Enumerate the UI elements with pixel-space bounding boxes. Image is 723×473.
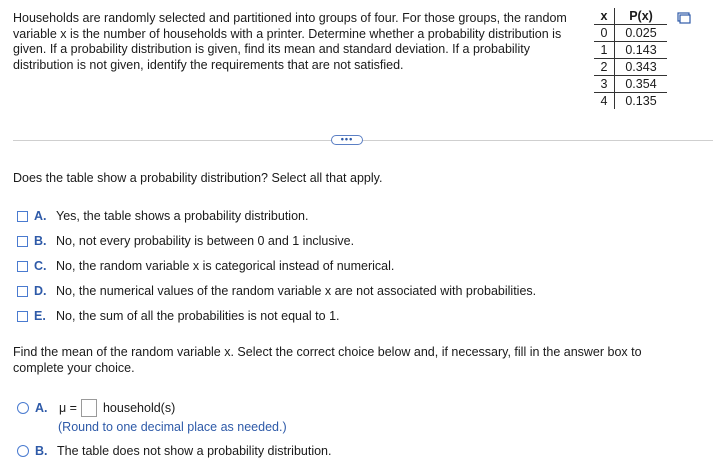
table-cell-px: 0.343: [615, 59, 668, 76]
option-d-checkbox-row[interactable]: [17, 284, 536, 298]
table-cell-x: 0: [594, 25, 615, 42]
probability-table: [594, 8, 667, 109]
table-cell-px: 0.354: [615, 76, 668, 93]
question-text: Households are randomly selected and partitioned into groups of four. For those groups, the random variable x is the number of households with a printer. Determine whether a probability distribution is given. If a probability distribution is given, find its mean and standard deviation. If a probability distribution is not given, identify the requirements that are not satisfied.: [13, 11, 567, 72]
mean-answer-input[interactable]: [81, 399, 97, 417]
mean-option-a-letter: A.: [35, 401, 48, 415]
option-e-checkbox-row[interactable]: [17, 309, 340, 323]
option-a-checkbox-row[interactable]: [17, 209, 308, 223]
mu-label: μ =: [59, 401, 77, 415]
option-c-checkbox[interactable]: [17, 261, 28, 272]
table-cell-x: 3: [594, 76, 615, 93]
table-cell-px: 0.143: [615, 42, 668, 59]
option-e-letter: E.: [34, 309, 46, 323]
table-cell-x: 1: [594, 42, 615, 59]
rounding-hint: (Round to one decimal place as needed.): [58, 420, 287, 434]
mean-option-a-row[interactable]: [17, 399, 175, 417]
table-header-row: [594, 8, 667, 25]
table-cell-x: 4: [594, 93, 615, 110]
table-header-px: P(x): [615, 8, 668, 25]
table-row: [594, 59, 667, 76]
mean-option-b-row[interactable]: [17, 444, 331, 458]
option-a-checkbox[interactable]: [17, 211, 28, 222]
part2-prompt: Find the mean of the random variable x. Select the correct choice below and, if necessary, fill in the answer box to complete your choice.: [13, 345, 642, 375]
mean-unit: household(s): [102, 401, 176, 415]
table-row: [594, 42, 667, 59]
mean-option-b-text: The table does not show a probability distribution.: [57, 444, 332, 458]
mean-option-a-radio[interactable]: [17, 402, 29, 414]
table-row: [594, 93, 667, 110]
option-a-text: Yes, the table shows a probability distribution.: [56, 209, 309, 223]
option-e-checkbox[interactable]: [17, 311, 28, 322]
section-divider: [13, 140, 713, 141]
option-d-text: No, the numerical values of the random variable x are not associated with probabilities.: [56, 284, 537, 298]
copy-table-icon[interactable]: [677, 12, 691, 24]
option-b-text: No, not every probability is between 0 and 1 inclusive.: [56, 234, 355, 248]
table-header-x: x: [594, 8, 615, 25]
mean-option-b-radio[interactable]: [17, 445, 29, 457]
table-cell-x: 2: [594, 59, 615, 76]
option-b-checkbox[interactable]: [17, 236, 28, 247]
part1-prompt: Does the table show a probability distribution? Select all that apply.: [13, 171, 383, 185]
table-row: [594, 25, 667, 42]
option-c-checkbox-row[interactable]: [17, 259, 394, 273]
option-b-letter: B.: [34, 234, 47, 248]
expand-more-button[interactable]: •••: [331, 135, 363, 145]
option-c-letter: C.: [34, 259, 47, 273]
option-d-letter: D.: [34, 284, 47, 298]
table-cell-px: 0.025: [615, 25, 668, 42]
option-c-text: No, the random variable x is categorical instead of numerical.: [56, 259, 395, 273]
table-row: [594, 76, 667, 93]
option-a-letter: A.: [34, 209, 47, 223]
table-cell-px: 0.135: [615, 93, 668, 110]
option-e-text: No, the sum of all the probabilities is not equal to 1.: [56, 309, 340, 323]
option-d-checkbox[interactable]: [17, 286, 28, 297]
option-b-checkbox-row[interactable]: [17, 234, 354, 248]
mean-option-b-letter: B.: [35, 444, 48, 458]
